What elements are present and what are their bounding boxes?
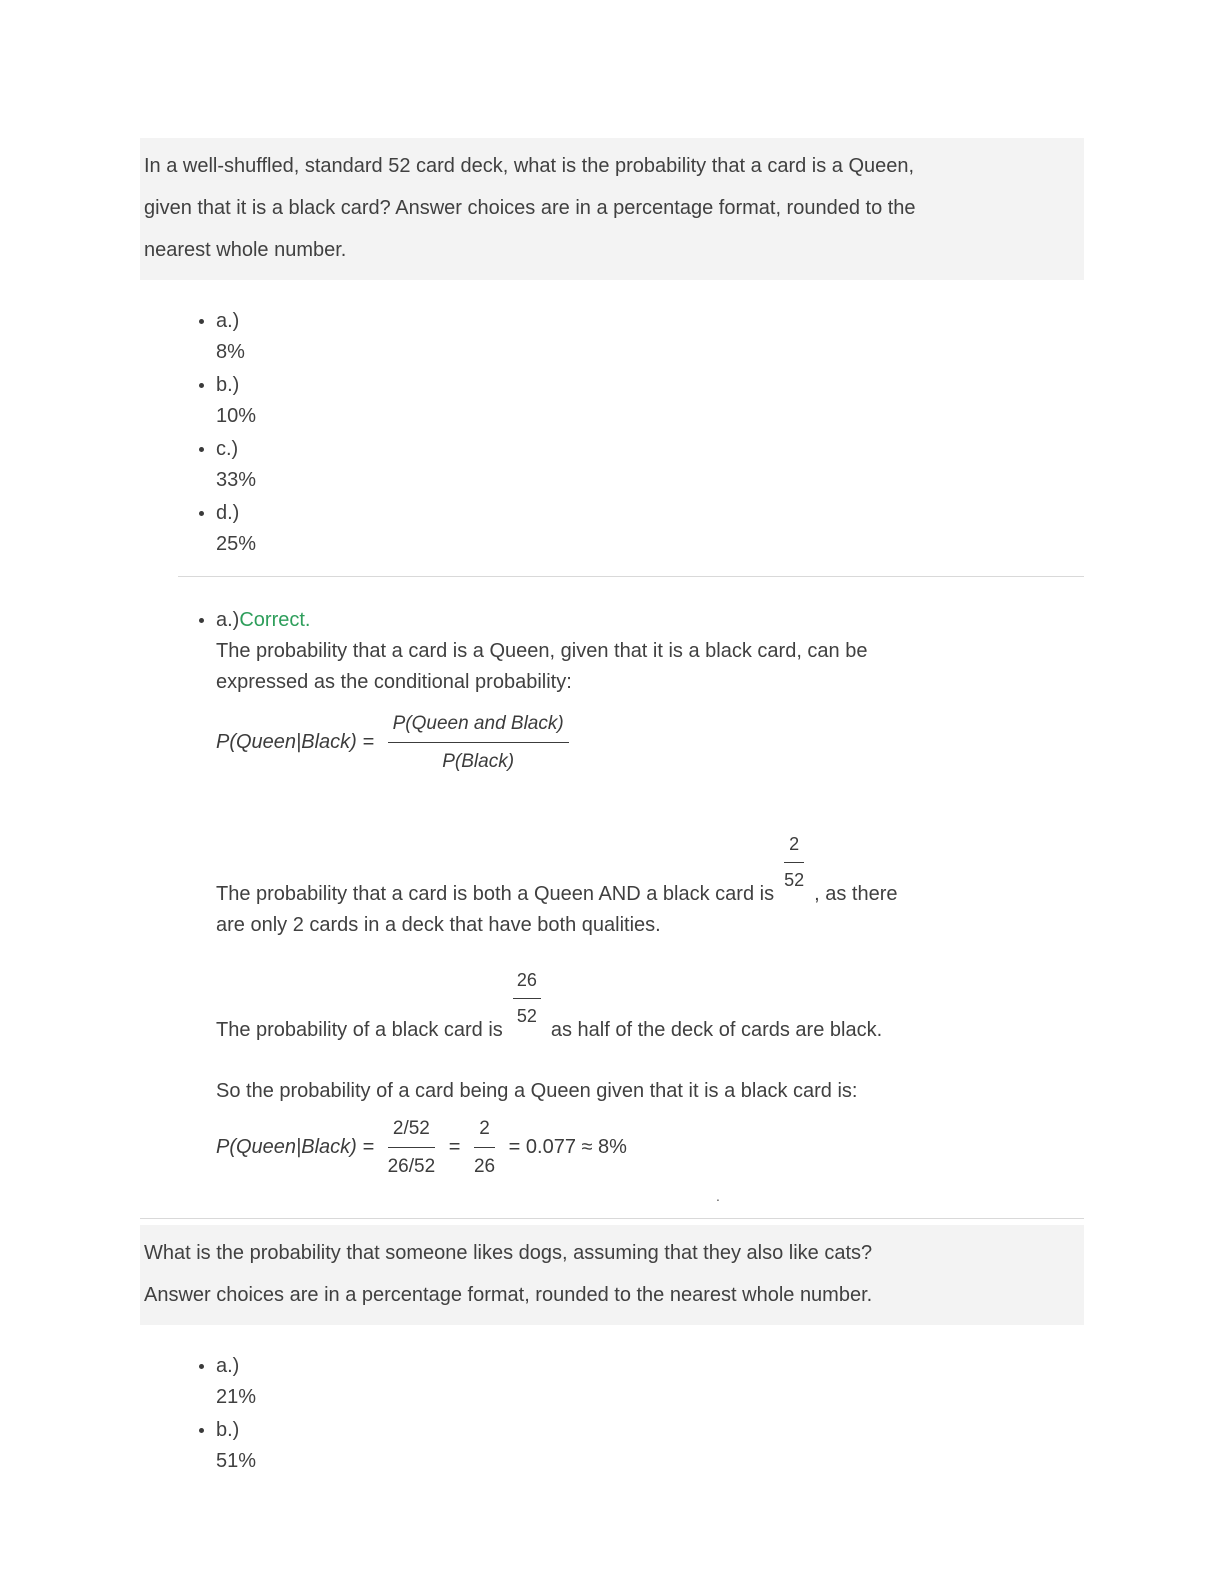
formula-lhs: P(Queen|Black) =: [216, 730, 375, 753]
choice-value: 21%: [216, 1386, 257, 1408]
fraction-denominator: 52: [784, 870, 805, 890]
choice-item-c: [216, 434, 1084, 496]
feedback-verdict: Correct.: [239, 609, 311, 631]
fraction: [388, 1113, 436, 1182]
feedback-list: [140, 605, 1084, 1204]
question2-line-1: What is the probability that someone likes dogs, assuming that they also like cats?: [144, 1242, 873, 1264]
formula-lhs: P(Queen|Black) =: [216, 1135, 375, 1158]
fraction-denominator: P(Black): [442, 751, 515, 772]
paragraph-text: The probability of a black card is: [216, 1019, 503, 1041]
choice-item-b: [216, 1415, 1084, 1477]
choice-label: • b.): [216, 374, 240, 396]
paragraph-queen-and-black: [216, 829, 1084, 941]
fraction-numerator: 2: [474, 1113, 495, 1148]
fraction-numerator: P(Queen and Black): [388, 708, 569, 743]
paragraph-text: The probability that a card is both a Queen AND a black card is: [216, 883, 775, 905]
choice-label: • a.): [216, 1355, 240, 1377]
fraction: [513, 965, 541, 1032]
feedback-intro-line-1: The probability that a card is a Queen, given that it is a black card, can be: [216, 640, 868, 662]
fraction: [388, 708, 569, 777]
question1-line-3: nearest whole number.: [144, 239, 347, 261]
fraction-denominator: 52: [516, 1006, 537, 1026]
trailing-period: .: [716, 1188, 720, 1204]
equals-sign: =: [448, 1135, 461, 1158]
paragraph-black-card: [216, 965, 1084, 1046]
fraction-numerator: 2: [784, 829, 804, 863]
question2-text-block: [140, 1225, 1084, 1325]
choice-item-d: [216, 498, 1084, 560]
fraction-numerator: 26: [513, 965, 541, 999]
question1-choice-list: [140, 306, 1084, 560]
fraction-numerator: 2/52: [388, 1113, 436, 1148]
choice-value: 33%: [216, 469, 257, 491]
formula-result: [216, 1113, 1084, 1182]
paragraph-text: are only 2 cards in a deck that have both qualities.: [216, 914, 661, 936]
paragraph-text: , as there: [814, 883, 898, 905]
choice-label: • c.): [216, 438, 239, 460]
choice-value: 51%: [216, 1450, 257, 1472]
choice-label: • a.): [216, 310, 240, 332]
choice-item-a: [216, 306, 1084, 368]
fraction: [474, 1113, 495, 1182]
question1-line-2: given that it is a black card? Answer choices are in a percentage format, rounded to the: [144, 197, 916, 219]
fraction-denominator: 26: [473, 1156, 496, 1177]
divider: [140, 1218, 1084, 1219]
feedback-choice-label: a.): [216, 609, 240, 631]
divider: [178, 576, 1084, 577]
choice-label: • b.): [216, 1419, 240, 1441]
question2-line-2: Answer choices are in a percentage format, rounded to the nearest whole number.: [144, 1284, 873, 1306]
result-intro-text: So the probability of a card being a Queen given that it is a black card is:: [216, 1080, 858, 1102]
feedback-intro-line-2: expressed as the conditional probability:: [216, 671, 572, 693]
formula-tail: = 0.077 ≈ 8%: [508, 1135, 627, 1158]
formula-conditional-probability: [216, 708, 1084, 777]
choice-item-a: [216, 1351, 1084, 1413]
fraction: [784, 829, 804, 896]
question2-choice-list: [140, 1351, 1084, 1477]
choice-item-b: [216, 370, 1084, 432]
question1-line-1: In a well-shuffled, standard 52 card deck, what is the probability that a card is a Queen,: [144, 155, 915, 177]
feedback-head: [216, 605, 1084, 636]
feedback-item: [216, 605, 1084, 1204]
choice-label: • d.): [216, 502, 240, 524]
paragraph-text: as half of the deck of cards are black.: [550, 1019, 883, 1041]
choice-value: 25%: [216, 533, 257, 555]
fraction-denominator: 26/52: [387, 1156, 436, 1177]
choice-value: 8%: [216, 341, 245, 363]
question1-text-block: [140, 138, 1084, 280]
choice-value: 10%: [216, 405, 257, 427]
